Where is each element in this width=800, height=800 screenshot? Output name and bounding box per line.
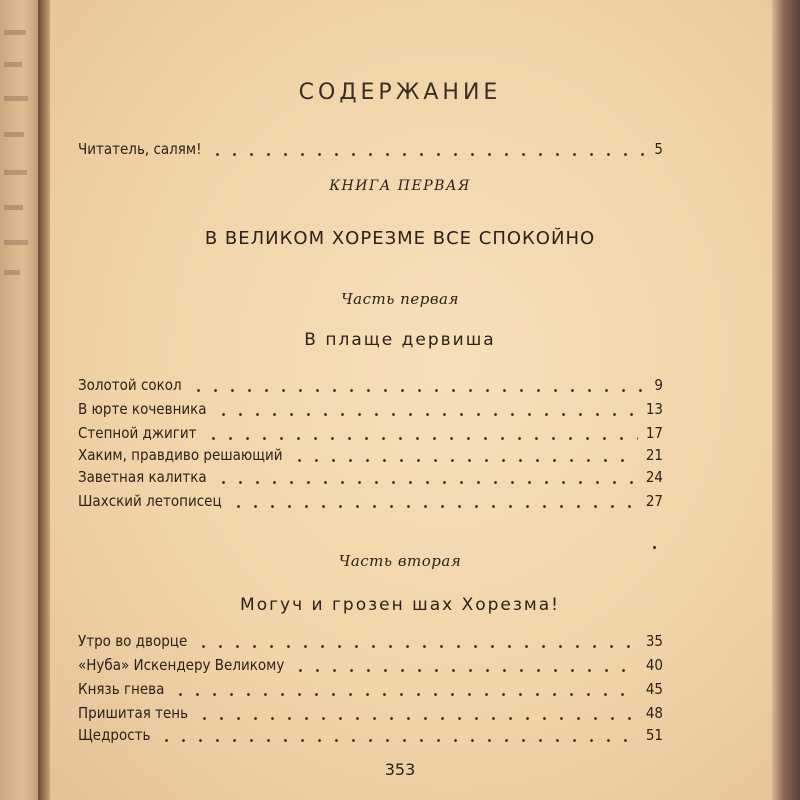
toc-entry-title: В юрте кочевника: [78, 400, 207, 418]
toc-entry: [78, 726, 663, 748]
toc-entry-page: 5: [654, 140, 663, 158]
toc-entry-intro: [78, 140, 663, 162]
dot-leader: [230, 505, 638, 508]
text-fragment: [4, 132, 24, 137]
toc-entry-title: Степной джигит: [78, 424, 197, 442]
text-fragment: [4, 30, 26, 35]
toc-entry-title: «Нуба» Искендеру Великому: [78, 656, 285, 674]
toc-entry: [78, 632, 663, 654]
toc-entry-page: 24: [645, 468, 663, 486]
dot-leader: [291, 459, 638, 462]
toc-entry-title: Золотой сокол: [78, 376, 182, 394]
toc-entry-title: Князь гнева: [78, 680, 165, 698]
toc-entry-title: Хаким, правдиво решающий: [78, 446, 283, 464]
page-edge-right: [772, 0, 800, 800]
toc-entry-page: 9: [654, 376, 663, 394]
toc-entry: [78, 704, 663, 726]
toc-entry: [78, 492, 663, 514]
dot-leader: [215, 481, 638, 484]
dot-leader: [195, 645, 638, 648]
toc-entry-page: 13: [645, 400, 663, 418]
book-label: КНИГА ПЕРВАЯ: [329, 178, 471, 194]
toc-entry: [78, 680, 663, 702]
text-fragment: [4, 170, 27, 175]
toc-entry: [78, 376, 663, 398]
paper-speck: [653, 546, 656, 549]
part1-label: Часть первая: [341, 290, 459, 308]
dot-leader: [196, 717, 638, 720]
toc-entry-title: Заветная калитка: [78, 468, 207, 486]
toc-entry-page: 35: [645, 632, 663, 650]
dot-leader: [190, 389, 647, 392]
dot-leader: [215, 413, 638, 416]
book-name: В ВЕЛИКОМ ХОРЕЗМЕ ВСЕ СПОКОЙНО: [204, 228, 596, 249]
toc-entry-title: Пришитая тень: [78, 704, 189, 722]
part1-name: В плаще дервиша: [304, 330, 496, 350]
toc-entry-title: Щедрость: [78, 726, 151, 744]
toc-entry-title: Шахский летописец: [78, 492, 222, 510]
toc-entry: [78, 468, 663, 490]
dot-leader: [158, 739, 637, 742]
dot-leader: [205, 437, 638, 440]
toc-entry: [78, 446, 663, 468]
toc-entry-page: 27: [645, 492, 663, 510]
part2-label: Часть вторая: [338, 552, 462, 570]
dot-leader: [292, 669, 638, 672]
text-fragment: [4, 205, 23, 210]
page-title: СОДЕРЖАНИЕ: [298, 80, 502, 105]
toc-entry-page: 51: [645, 726, 663, 744]
toc-entry-page: 21: [645, 446, 663, 464]
toc-entry-page: 48: [645, 704, 663, 722]
part2-name: Могуч и грозен шах Хорезма!: [240, 595, 560, 615]
page-number: 353: [384, 760, 416, 779]
toc-entry-page: 17: [645, 424, 663, 442]
toc-entry-title: Утро во дворце: [78, 632, 188, 650]
toc-entry: [78, 400, 663, 422]
text-fragment: [4, 62, 22, 67]
toc-entry-page: 45: [645, 680, 663, 698]
toc-entry-title: Читатель, салям!: [78, 140, 202, 158]
toc-entry: [78, 656, 663, 678]
toc-entry: [78, 424, 663, 446]
dot-leader: [172, 693, 637, 696]
text-fragment: [4, 270, 20, 275]
toc-entry-page: 40: [645, 656, 663, 674]
dot-leader: [209, 153, 646, 156]
